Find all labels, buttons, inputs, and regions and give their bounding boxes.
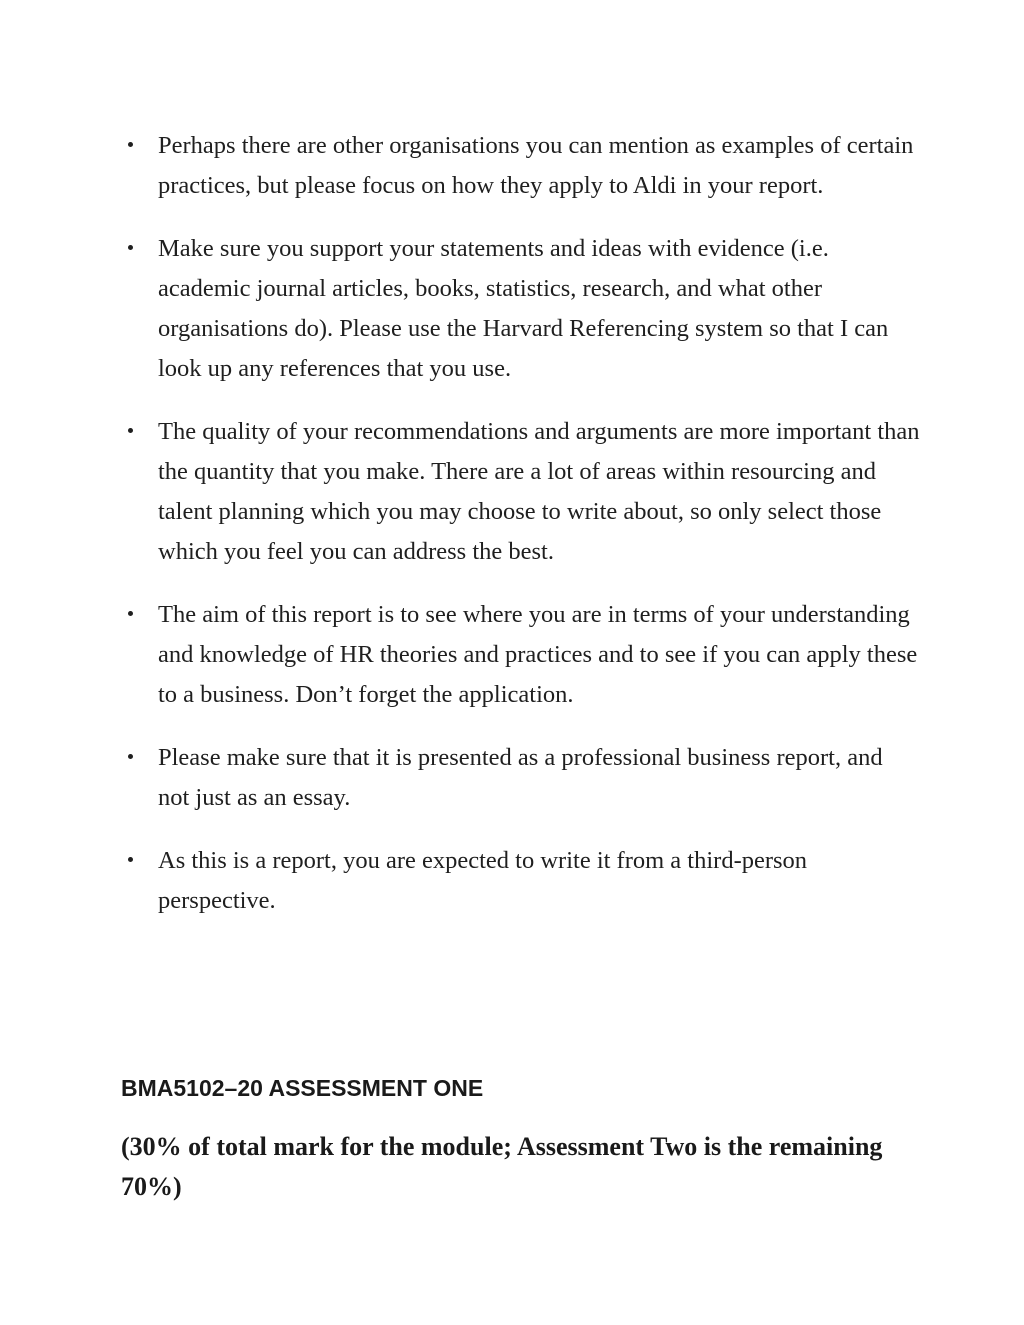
list-item-text: Make sure you support your statements and ideas with evidence (i.e. academic journal articles, books, statistics, research, and what other organisations do). Please use the Harvard Referencing system so that I can look up any references that you use. <box>158 235 889 382</box>
list-item <box>120 412 920 572</box>
list-item <box>120 738 920 818</box>
bullet-icon <box>128 611 133 616</box>
section-heading: BMA5102–20 ASSESSMENT ONE <box>121 1075 484 1101</box>
list-item <box>120 126 920 206</box>
bullet-icon <box>128 245 133 250</box>
list-item-text: The aim of this report is to see where you are in terms of your understanding and knowledge of HR theories and practices and to see if you can apply these to a business. Don’t forget the application. <box>158 601 918 708</box>
guidance-bullet-list <box>120 126 920 944</box>
list-item-text: As this is a report, you are expected to write it from a third-person perspective. <box>158 847 808 914</box>
list-item-text: The quality of your recommendations and arguments are more important than the quantity that you make. There are a lot of areas within resourcing and talent planning which you may choose to write about, so only select those which you feel you can address the best. <box>158 418 920 565</box>
section-subheading: (30% of total mark for the module; Assessment Two is the remaining 70%) <box>121 1132 883 1201</box>
bullet-icon <box>128 857 133 862</box>
list-item-text: Perhaps there are other organisations you can mention as examples of certain practices, but please focus on how they apply to Aldi in your report. <box>158 132 914 199</box>
bullet-icon <box>128 754 133 759</box>
list-item <box>120 229 920 389</box>
list-item <box>120 841 920 921</box>
bullet-icon <box>128 428 133 433</box>
bullet-icon <box>128 142 133 147</box>
list-item <box>120 595 920 715</box>
list-item-text: Please make sure that it is presented as a professional business report, and not just as an essay. <box>158 744 883 811</box>
